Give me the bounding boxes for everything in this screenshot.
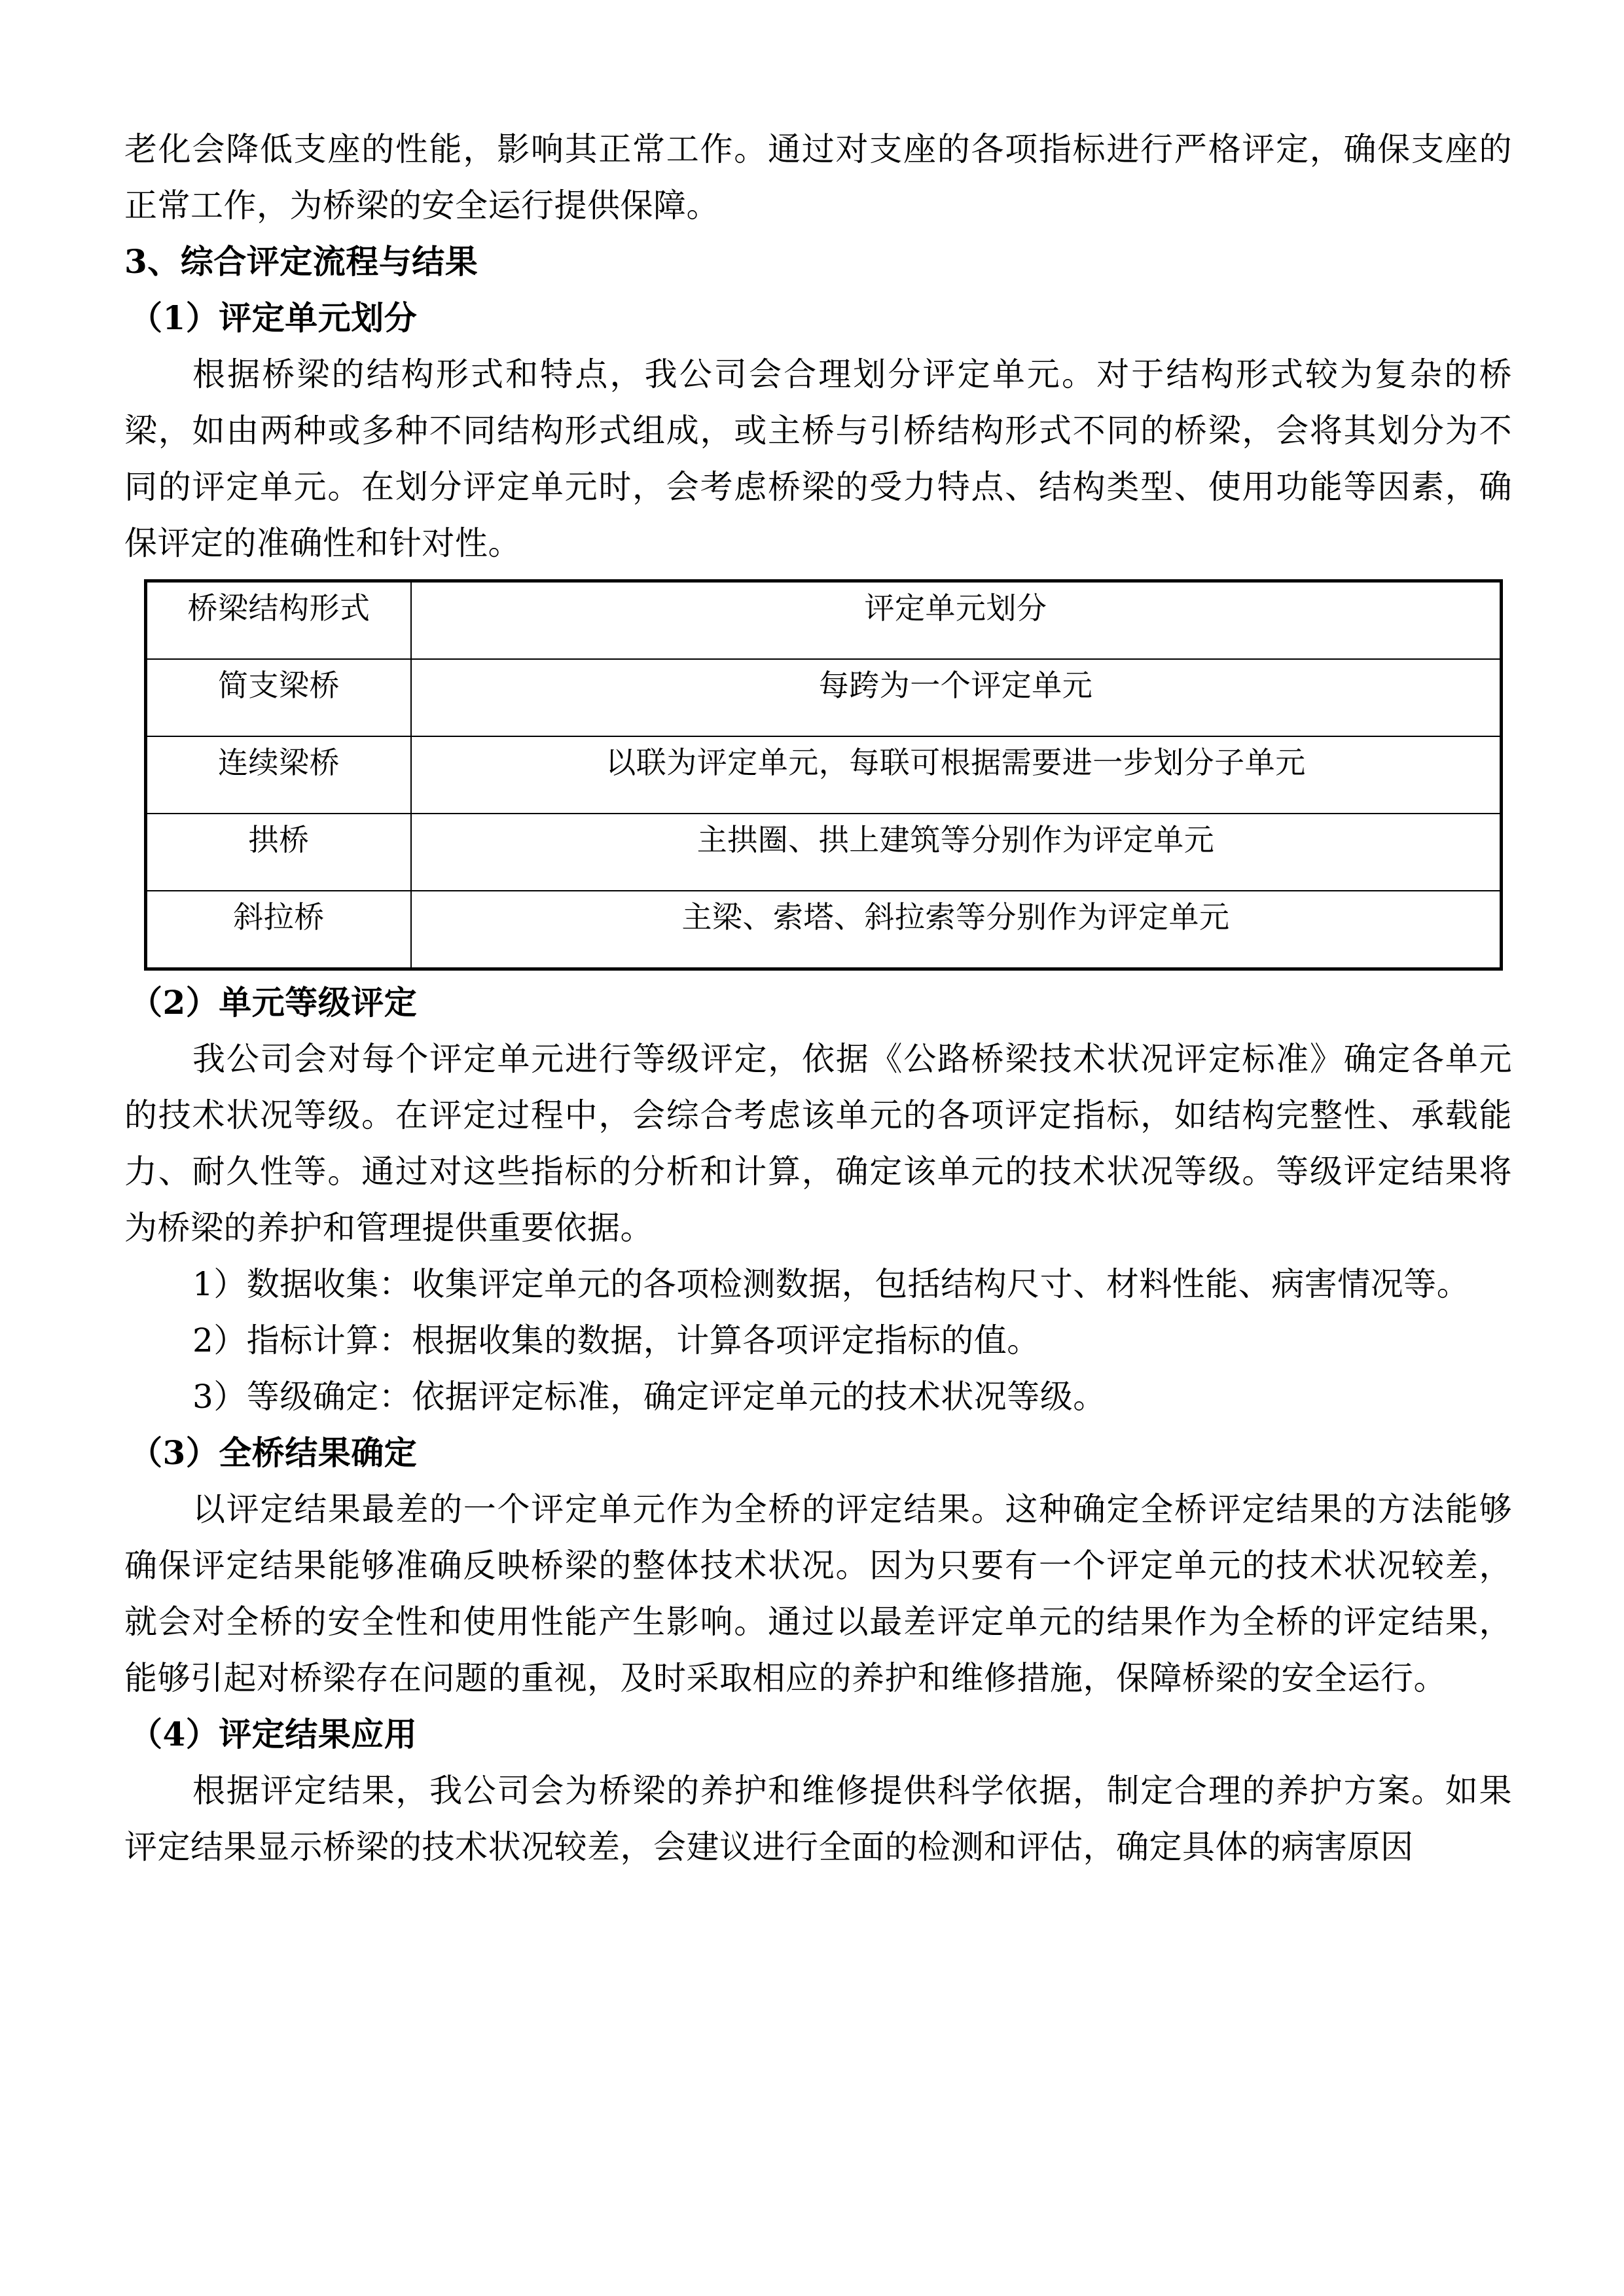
table-header-cell-unit-division: 评定单元划分	[411, 581, 1502, 660]
subsection-heading-1: （1）评定单元划分	[130, 298, 418, 337]
table-row	[146, 891, 1502, 969]
table-header-cell-structure-type: 桥梁结构形式	[146, 581, 412, 660]
subsection-3-paragraph: 以评定结果最差的一个评定单元作为全桥的评定结果。这种确定全桥评定结果的方法能够确保评定结果能够准确反映桥梁的整体技术状况。因为只要有一个评定单元的技术状况较差，就会对全桥的安全性和使用性能产生影响。通过以最差评定单元的结果作为全桥的评定结果，能够引起对桥梁存在问题的重视，及时采取相应的养护和维修措施，保障桥梁的安全运行。	[124, 1490, 1512, 1697]
table-cell-unit-division: 主梁、索塔、斜拉索等分别作为评定单元	[411, 891, 1502, 969]
table-cell-structure-type: 简支梁桥	[146, 659, 412, 736]
table-cell-structure-type: 连续梁桥	[146, 736, 412, 814]
table-cell-unit-division: 每跨为一个评定单元	[411, 659, 1502, 736]
subsection-1-paragraph: 根据桥梁的结构形式和特点，我公司会合理划分评定单元。对于结构形式较为复杂的桥梁，如由两种或多种不同结构形式组成，或主桥与引桥结构形式不同的桥梁，会将其划分为不同的评定单元。在划分评定单元时，会考虑桥梁的受力特点、结构类型、使用功能等因素，确保评定的准确性和针对性。	[124, 355, 1512, 562]
step-item-1: 1）数据收集：收集评定单元的各项检测数据，包括结构尺寸、材料性能、病害情况等。	[192, 1265, 1470, 1303]
subsection-heading-3: （3）全桥结果确定	[130, 1433, 418, 1472]
table-cell-structure-type: 拱桥	[146, 814, 412, 891]
subsection-4-paragraph: 根据评定结果，我公司会为桥梁的养护和维修提供科学依据，制定合理的养护方案。如果评定结果显示桥梁的技术状况较差，会建议进行全面的检测和评估，确定具体的病害原因	[124, 1772, 1512, 1866]
table-row	[146, 814, 1502, 891]
assessment-unit-table	[144, 579, 1503, 971]
subsection-heading-2: （2）单元等级评定	[130, 983, 418, 1022]
assessment-unit-table-wrapper	[124, 579, 1512, 971]
subsection-heading-4: （4）评定结果应用	[130, 1715, 418, 1753]
subsection-2-paragraph: 我公司会对每个评定单元进行等级评定，依据《公路桥梁技术状况评定标准》确定各单元的技术状况等级。在评定过程中，会综合考虑该单元的各项评定指标，如结构完整性、承载能力、耐久性等。通过对这些指标的分析和计算，确定该单元的技术状况等级。等级评定结果将为桥梁的养护和管理提供重要依据。	[124, 1040, 1512, 1247]
section-heading-3: 3、综合评定流程与结果	[124, 242, 478, 281]
table-cell-unit-division: 以联为评定单元，每联可根据需要进一步划分子单元	[411, 736, 1502, 814]
step-item-3: 3）等级确定：依据评定标准，确定评定单元的技术状况等级。	[192, 1378, 1106, 1416]
table-row	[146, 736, 1502, 814]
intro-paragraph: 老化会降低支座的性能，影响其正常工作。通过对支座的各项指标进行严格评定，确保支座的正常工作，为桥梁的安全运行提供保障。	[124, 130, 1512, 224]
table-row	[146, 659, 1502, 736]
table-header-row	[146, 581, 1502, 660]
table-cell-unit-division: 主拱圈、拱上建筑等分别作为评定单元	[411, 814, 1502, 891]
page-content	[124, 121, 1512, 1875]
table-cell-structure-type: 斜拉桥	[146, 891, 412, 969]
step-item-2: 2）指标计算：根据收集的数据，计算各项评定指标的值。	[192, 1321, 1040, 1359]
